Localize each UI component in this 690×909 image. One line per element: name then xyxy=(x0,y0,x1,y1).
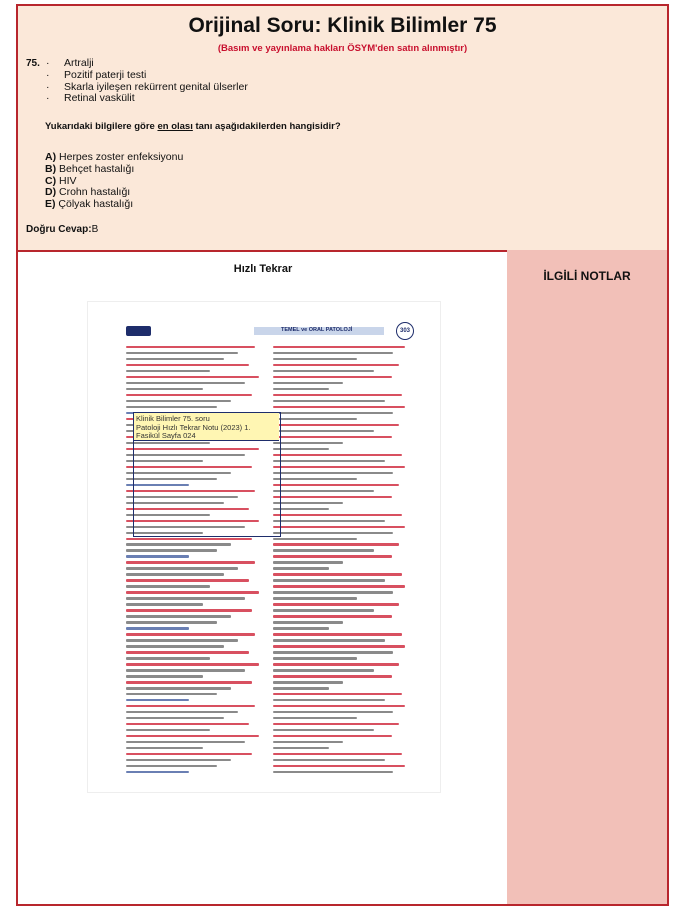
text-line xyxy=(126,645,224,647)
text-line xyxy=(273,663,399,665)
text-line xyxy=(273,717,357,719)
option-c[interactable]: C) HIV xyxy=(45,174,77,187)
emphasis-text: en olası xyxy=(157,121,193,132)
text-line xyxy=(126,723,249,725)
text-line xyxy=(126,687,231,689)
text-line xyxy=(273,394,402,396)
text-line xyxy=(273,621,343,623)
page-frame xyxy=(16,4,669,906)
text-line xyxy=(273,370,374,372)
text-line xyxy=(273,454,402,456)
text-line xyxy=(273,771,393,773)
bullet-icon: · xyxy=(46,68,50,81)
text-line xyxy=(126,615,231,617)
text-line xyxy=(273,723,399,725)
text-line xyxy=(126,561,255,563)
finding-item: · Retinal vaskülit xyxy=(46,92,135,105)
text-line xyxy=(273,711,393,713)
option-b[interactable]: B) Behçet hastalığı xyxy=(45,162,135,175)
text-line xyxy=(126,675,203,677)
text-line xyxy=(273,651,393,653)
text-line xyxy=(126,352,238,354)
text-line xyxy=(126,573,224,575)
book-section-title: TEMEL ve ORAL PATOLOJİ xyxy=(281,327,353,333)
text-line xyxy=(126,549,217,551)
text-line xyxy=(126,543,231,545)
text-line xyxy=(126,759,231,761)
text-line xyxy=(273,735,392,737)
review-title: Hızlı Tekrar xyxy=(233,263,293,275)
text-line xyxy=(126,603,203,605)
text-line xyxy=(273,418,357,420)
findings-list xyxy=(46,58,248,105)
book-page-number: 303 xyxy=(396,322,414,340)
text-line xyxy=(126,609,252,611)
text-line xyxy=(273,508,329,510)
text-line xyxy=(273,585,405,587)
notes-panel xyxy=(507,250,667,904)
text-line xyxy=(273,400,385,402)
text-line xyxy=(273,424,399,426)
finding-item: · Skarla iyileşen rekürrent genital ülserler xyxy=(46,80,248,93)
option-d[interactable]: D) Crohn hastalığı xyxy=(45,186,131,199)
text-line xyxy=(126,693,217,695)
text-line xyxy=(126,394,252,396)
text-line xyxy=(273,376,392,378)
text-line xyxy=(126,358,224,360)
text-line xyxy=(273,549,374,551)
options-list xyxy=(45,152,183,211)
text-line xyxy=(273,382,343,384)
text-line xyxy=(273,406,405,408)
text-line xyxy=(273,633,402,635)
text-line xyxy=(126,370,210,372)
text-line xyxy=(273,675,392,677)
text-line xyxy=(126,406,217,408)
text-line xyxy=(273,526,405,528)
text-line xyxy=(273,543,399,545)
text-line xyxy=(273,759,385,761)
text-line xyxy=(273,657,357,659)
text-line xyxy=(126,591,259,593)
book-page-header xyxy=(126,326,412,336)
text-line xyxy=(126,657,210,659)
text-line xyxy=(273,436,392,438)
text-line xyxy=(126,753,252,755)
text-line xyxy=(273,490,374,492)
text-line xyxy=(273,687,329,689)
text-line xyxy=(126,382,245,384)
text-line xyxy=(273,573,402,575)
finding-item: · Pozitif paterji testi xyxy=(46,68,147,81)
text-line xyxy=(273,520,385,522)
text-line xyxy=(126,771,189,773)
option-a[interactable]: A) Herpes zoster enfeksiyonu xyxy=(45,151,184,163)
text-line xyxy=(273,753,402,755)
question-stem: Yukarıdaki bilgilere göre en olası tanı aşağıdakilerden hangisidir? xyxy=(45,121,341,132)
text-line xyxy=(126,639,238,641)
text-line xyxy=(273,609,374,611)
notes-title: İLGİLİ NOTLAR xyxy=(543,269,631,283)
text-line xyxy=(273,484,399,486)
text-line xyxy=(273,478,357,480)
source-label: Klinik Bilimler 75. soru Patoloji Hızlı Tekrar Notu (2023) 1. Fasikül Sayfa 024 xyxy=(134,413,279,441)
text-line xyxy=(273,352,393,354)
text-line xyxy=(273,358,357,360)
book-column-left xyxy=(126,346,266,777)
text-line xyxy=(126,376,259,378)
text-line xyxy=(126,747,203,749)
text-line xyxy=(273,555,392,557)
text-line xyxy=(126,705,255,707)
text-line xyxy=(273,627,329,629)
text-line xyxy=(126,663,259,665)
bullet-icon: · xyxy=(46,80,50,93)
text-line xyxy=(273,705,405,707)
text-line xyxy=(273,472,393,474)
text-line xyxy=(273,669,374,671)
text-line xyxy=(273,460,385,462)
book-column-right xyxy=(273,346,413,777)
source-highlight xyxy=(133,412,281,537)
text-line xyxy=(273,765,405,767)
text-line xyxy=(273,681,343,683)
text-line xyxy=(126,538,252,540)
text-line xyxy=(273,502,343,504)
text-line xyxy=(273,579,385,581)
text-line xyxy=(126,346,255,348)
book-logo xyxy=(126,326,151,336)
text-line xyxy=(126,597,245,599)
text-line xyxy=(126,388,203,390)
text-line xyxy=(126,651,249,653)
answer-value: B xyxy=(91,224,99,235)
text-line xyxy=(126,364,249,366)
text-line xyxy=(126,585,210,587)
text-line xyxy=(273,615,392,617)
text-line xyxy=(273,639,385,641)
text-line xyxy=(273,591,393,593)
text-line xyxy=(273,561,343,563)
text-line xyxy=(273,747,329,749)
text-line xyxy=(126,627,189,629)
text-line xyxy=(273,430,374,432)
text-line xyxy=(273,346,405,348)
text-line xyxy=(273,514,402,516)
text-line xyxy=(126,735,259,737)
text-line xyxy=(126,633,255,635)
bullet-icon: · xyxy=(46,92,50,105)
text-line xyxy=(273,448,329,450)
text-line xyxy=(273,693,402,695)
text-line xyxy=(126,711,238,713)
finding-item: · Artralji xyxy=(46,57,94,69)
text-line xyxy=(126,400,231,402)
text-line xyxy=(126,621,217,623)
text-line xyxy=(273,412,393,414)
text-line xyxy=(126,741,245,743)
text-line xyxy=(273,538,357,540)
text-line xyxy=(273,466,405,468)
question-number: 75. xyxy=(26,58,40,69)
text-line xyxy=(273,741,343,743)
text-line xyxy=(273,532,393,534)
question-panel xyxy=(18,6,667,252)
text-line xyxy=(273,442,343,444)
text-line xyxy=(126,729,210,731)
text-line xyxy=(126,555,189,557)
text-line xyxy=(273,699,385,701)
correct-answer: Doğru Cevap:B xyxy=(26,224,99,235)
text-line xyxy=(273,388,329,390)
text-line xyxy=(273,496,392,498)
text-line xyxy=(126,567,238,569)
review-page-image xyxy=(88,302,440,792)
text-line xyxy=(273,567,329,569)
text-line xyxy=(126,579,249,581)
text-line xyxy=(273,729,374,731)
text-line xyxy=(273,597,357,599)
text-line xyxy=(126,717,224,719)
text-line xyxy=(273,603,399,605)
text-line xyxy=(273,645,405,647)
text-line xyxy=(126,681,252,683)
option-e[interactable]: E) Çölyak hastalığı xyxy=(45,198,134,211)
text-line xyxy=(126,699,189,701)
text-line xyxy=(126,765,217,767)
copyright-note: (Basım ve yayınlama hakları ÖSYM'den satın alınmıştır) xyxy=(217,43,468,54)
page-title: Orijinal Soru: Klinik Bilimler 75 xyxy=(188,14,497,37)
bullet-icon: · xyxy=(46,57,50,69)
text-line xyxy=(273,364,399,366)
text-line xyxy=(126,669,245,671)
